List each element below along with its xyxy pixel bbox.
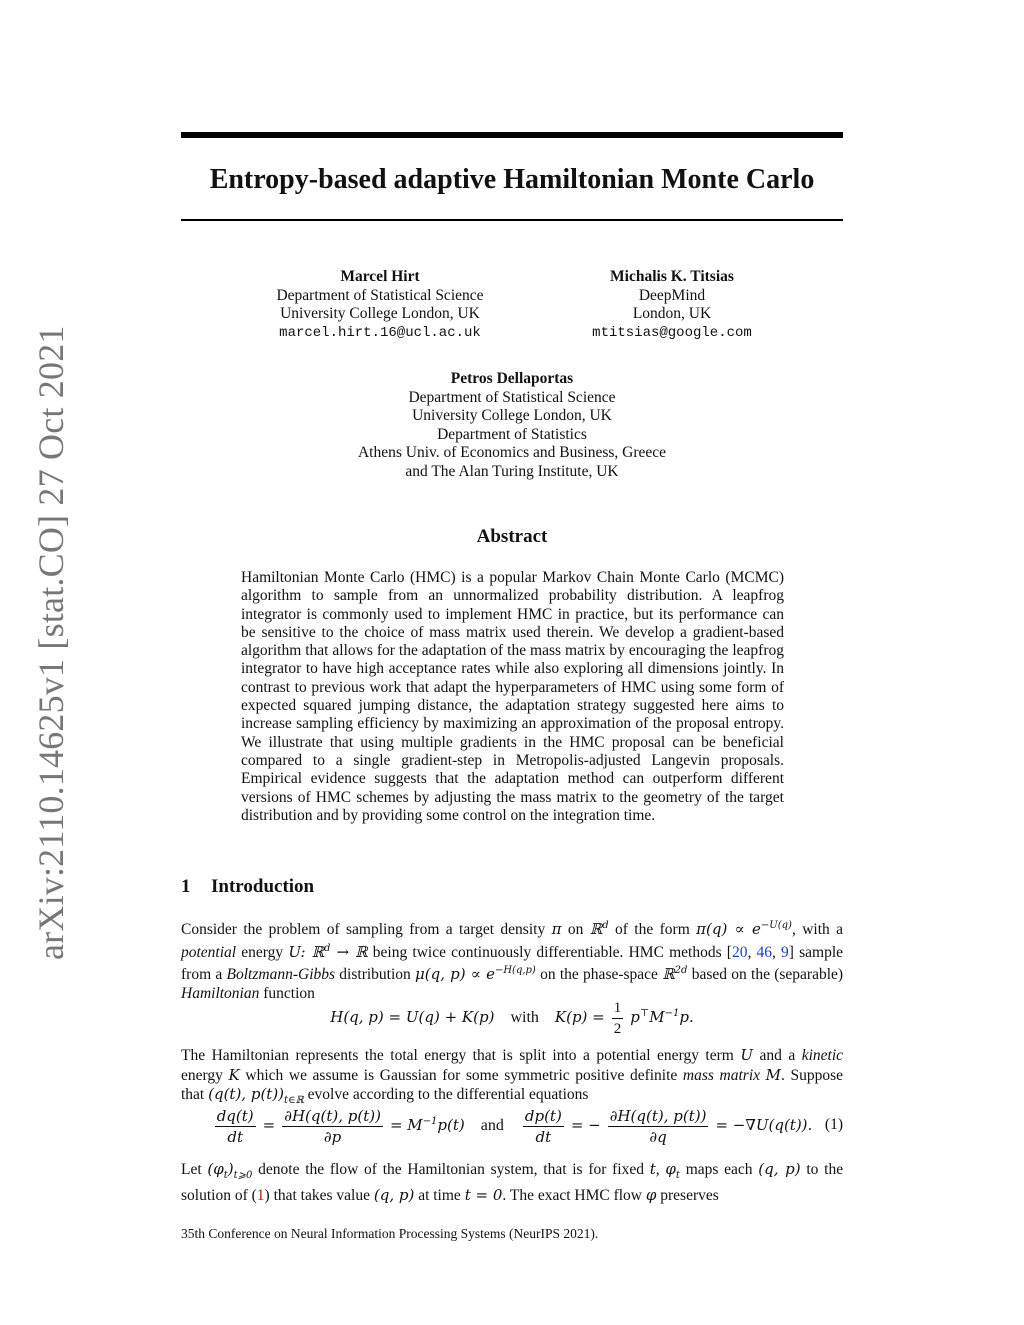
hamiltonian-equation: H(q, p) = U(q) + K(p) with K(p) = $\frac{1}{2}$ $p^⊤M^{-1}p$. (330, 1000, 694, 1037)
intro-paragraph-1: Consider the problem of sampling from a target density π on ℝ$^d$ of the form $\pi(q) \propto e^{-U(q)}$, with a potential energy U: ℝ$^d$ → ℝ being twice continuously differentiable. HMC methods [20, 46, 9] sample from a Boltzmann-Gibbs distribution μ(q, $p) \propto e^{-H(q,p)}$ on the phase-space ℝ$^{2d}$ based on the (separable) Hamiltonian function (181, 920, 844, 1002)
author-block-1 (240, 268, 520, 342)
abstract-text: Hamiltonian Monte Carlo (HMC) is a popular Markov Chain Monte Carlo (MCMC) algorithm to sample from an unnormalized probability distribution. A leapfrog integrator is commonly used to implement HMC in practice, but its performance can be sensitive to the choice of mass matrix used therein. We develop a gradient-based algorithm that allows for the adaptation of the mass matrix by encouraging the leapfrog integrator to have high acceptance rates while also exploring all dimensions jointly. In contrast to previous work that adapt the hyperparameters of HMC using some form of expected squared jumping distance, the adaptation strategy suggested here aims to increase sampling efficiency by maximizing an approximation of the proposal entropy. We illustrate that using multiple gradients in the HMC proposal can be beneficial compared to a single gradient-step in Metropolis-adjusted Langevin proposals. Empirical evidence suggests that the adaptation method can outperform different versions of HMC schemes by adjusting the mass matrix to the geometry of the target distribution and by providing some control on the integration time. (241, 569, 784, 824)
paper-title: Entropy-based adaptive Hamiltonian Monte Carlo (209, 164, 815, 195)
affiliation-line: Department of Statistical Science (276, 286, 484, 304)
affiliation-line: Department of Statistics (437, 425, 587, 443)
equation-number: (1) (824, 1116, 843, 1133)
equation-1: $\frac{dq(t)}{dt}$ = $\frac{\partial H(q(t), p(t))}{\partial p}$ = $M^{-1}p(t)$ and $\frac{dp(t)}{dt}$ = − $\frac{\partial H(q(t), p(t))}{\partial q}$ = −∇U(q(t)). (1) (216, 1107, 843, 1146)
author-block-2 (532, 268, 812, 342)
affiliation-line: Athens Univ. of Economics and Business, Greece (357, 444, 667, 461)
affiliation-line: University College London, UK (412, 407, 612, 424)
author-name: Petros Dellaportas (450, 370, 574, 387)
title-top-rule (181, 132, 843, 138)
affiliation-line: Department of Statistical Science (408, 388, 616, 406)
intro-paragraph-3: Let $(\varphi_t)_{t⩾0}$ denote the flow of the Hamiltonian system, that is for fixed t, $\varphi_t$ maps each (q, p) to the solution of (1) that takes value (q, p) at time t = 0. The exact HMC flow φ preserves (181, 1160, 844, 1204)
conference-footnote: 35th Conference on Neural Information Processing Systems (NeurIPS 2021). (181, 1226, 599, 1241)
author-block-3 (312, 370, 712, 481)
equation-and: and (480, 1117, 504, 1135)
equation-with: with (510, 1009, 539, 1027)
affiliation-line: London, UK (632, 305, 712, 322)
affiliation-line: University College London, UK (280, 305, 480, 322)
citation-link[interactable]: 20 (731, 943, 748, 961)
affiliation-line: DeepMind (638, 286, 706, 304)
citation-link[interactable]: 9 (781, 943, 789, 961)
abstract-heading: Abstract (476, 526, 548, 547)
citation-link[interactable]: 46 (756, 943, 772, 961)
section-heading (181, 876, 314, 898)
arxiv-stamp: arXiv:2110.14625v1 [stat.CO] 27 Oct 2021 (31, 325, 71, 960)
affiliation-line: and The Alan Turing Institute, UK (405, 462, 619, 480)
author-email[interactable]: marcel.hirt.16@ucl.ac.uk (279, 324, 481, 341)
title-bottom-rule (181, 219, 843, 221)
intro-paragraph-2: The Hamiltonian represents the total energy that is split into a potential energy term U and a kinetic energy K which we assume is Gaussian for some symmetric positive definite mass matrix M. Suppose that (q(t), $p(t))_{t\in ℝ}$ evolve according to the differential equations (181, 1046, 844, 1106)
author-name: Michalis K. Titsias (610, 268, 734, 285)
author-name: Marcel Hirt (340, 268, 420, 285)
section-number: 1 (181, 876, 191, 897)
section-title: Introduction (211, 876, 315, 897)
equation-reference-link[interactable]: 1 (256, 1186, 265, 1204)
author-email[interactable]: mtitsias@google.com (592, 324, 752, 341)
